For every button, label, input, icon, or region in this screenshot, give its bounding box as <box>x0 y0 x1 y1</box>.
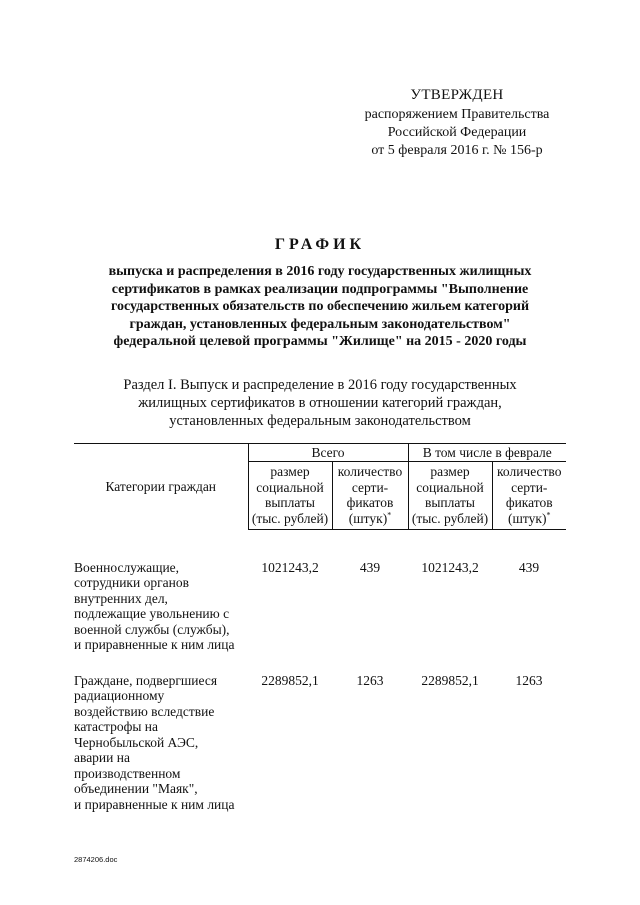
document-title: ГРАФИК <box>274 236 366 253</box>
approval-title: УТВЕРЖДЕН <box>410 87 504 103</box>
category-header: Категории граждан <box>74 444 248 530</box>
subtitle-line: граждан, установленных федеральным законодательством" <box>129 316 511 332</box>
feb-payment-cell: 1021243,2 <box>421 560 479 575</box>
document-subtitle <box>60 263 580 351</box>
feb-payment-cell: 2289852,1 <box>421 672 479 688</box>
section-line: установленных федеральным законодательством <box>169 413 471 429</box>
approval-line: от 5 февраля 2016 г. № 156-р <box>371 143 543 158</box>
subtitle-line: государственных обязательств по обеспечению жильем категорий <box>110 299 530 314</box>
group-header-february: В том числе в феврале <box>408 444 566 462</box>
total-payment-cell: 2289852,1 <box>261 672 319 688</box>
feb-count-cell: 1263 <box>515 672 543 688</box>
certificates-table <box>74 443 566 812</box>
group-header-total: Всего <box>248 444 408 462</box>
table-row <box>74 653 566 813</box>
subtitle-line: выпуска и распределения в 2016 году государственных жилищных <box>108 264 532 279</box>
category-cell: Военнослужащие, сотрудники органов внутренних дел, подлежащие увольнению с военной службы (службы), и приравненные к ним лица <box>74 559 235 652</box>
category-cell: Граждане, подвергшиеся радиационному воздействию вследствие катастрофы на Чернобыльской АЭС, аварии на производственном объединении "Маяк", и приравненные к ним лица <box>74 672 235 812</box>
column-header-feb-payment: размер социальной выплаты (тыс. рублей) <box>408 462 492 530</box>
section-line: жилищных сертификатов в отношении категорий граждан, <box>138 395 502 411</box>
approval-stamp <box>352 86 562 160</box>
approval-line: Российской Федерации <box>387 125 527 140</box>
footnote-mark: * <box>387 510 392 519</box>
table-row <box>74 530 566 653</box>
total-count-cell: 439 <box>359 560 381 575</box>
column-header-total-payment: размер социальной выплаты (тыс. рублей) <box>248 462 332 530</box>
subtitle-line: сертификатов в рамках реализации подпрограммы "Выполнение <box>111 281 529 297</box>
subtitle-line: федеральной целевой программы "Жилище" на 2015 - 2020 годы <box>113 334 527 349</box>
total-payment-cell: 1021243,2 <box>261 560 319 575</box>
feb-count-cell: 439 <box>518 560 540 575</box>
column-header-feb-count: количество серти- фикатов (штук)* <box>492 462 566 530</box>
approval-line: распоряжением Правительства <box>364 107 550 122</box>
total-count-cell: 1263 <box>356 672 384 688</box>
file-name-footer: 2874206.doc <box>74 855 118 864</box>
footnote-mark: * <box>546 510 551 519</box>
column-header-total-count: количество серти- фикатов (штук)* <box>332 462 408 530</box>
section-line: Раздел I. Выпуск и распределение в 2016 году государственных <box>123 377 517 393</box>
section-heading <box>80 376 560 430</box>
